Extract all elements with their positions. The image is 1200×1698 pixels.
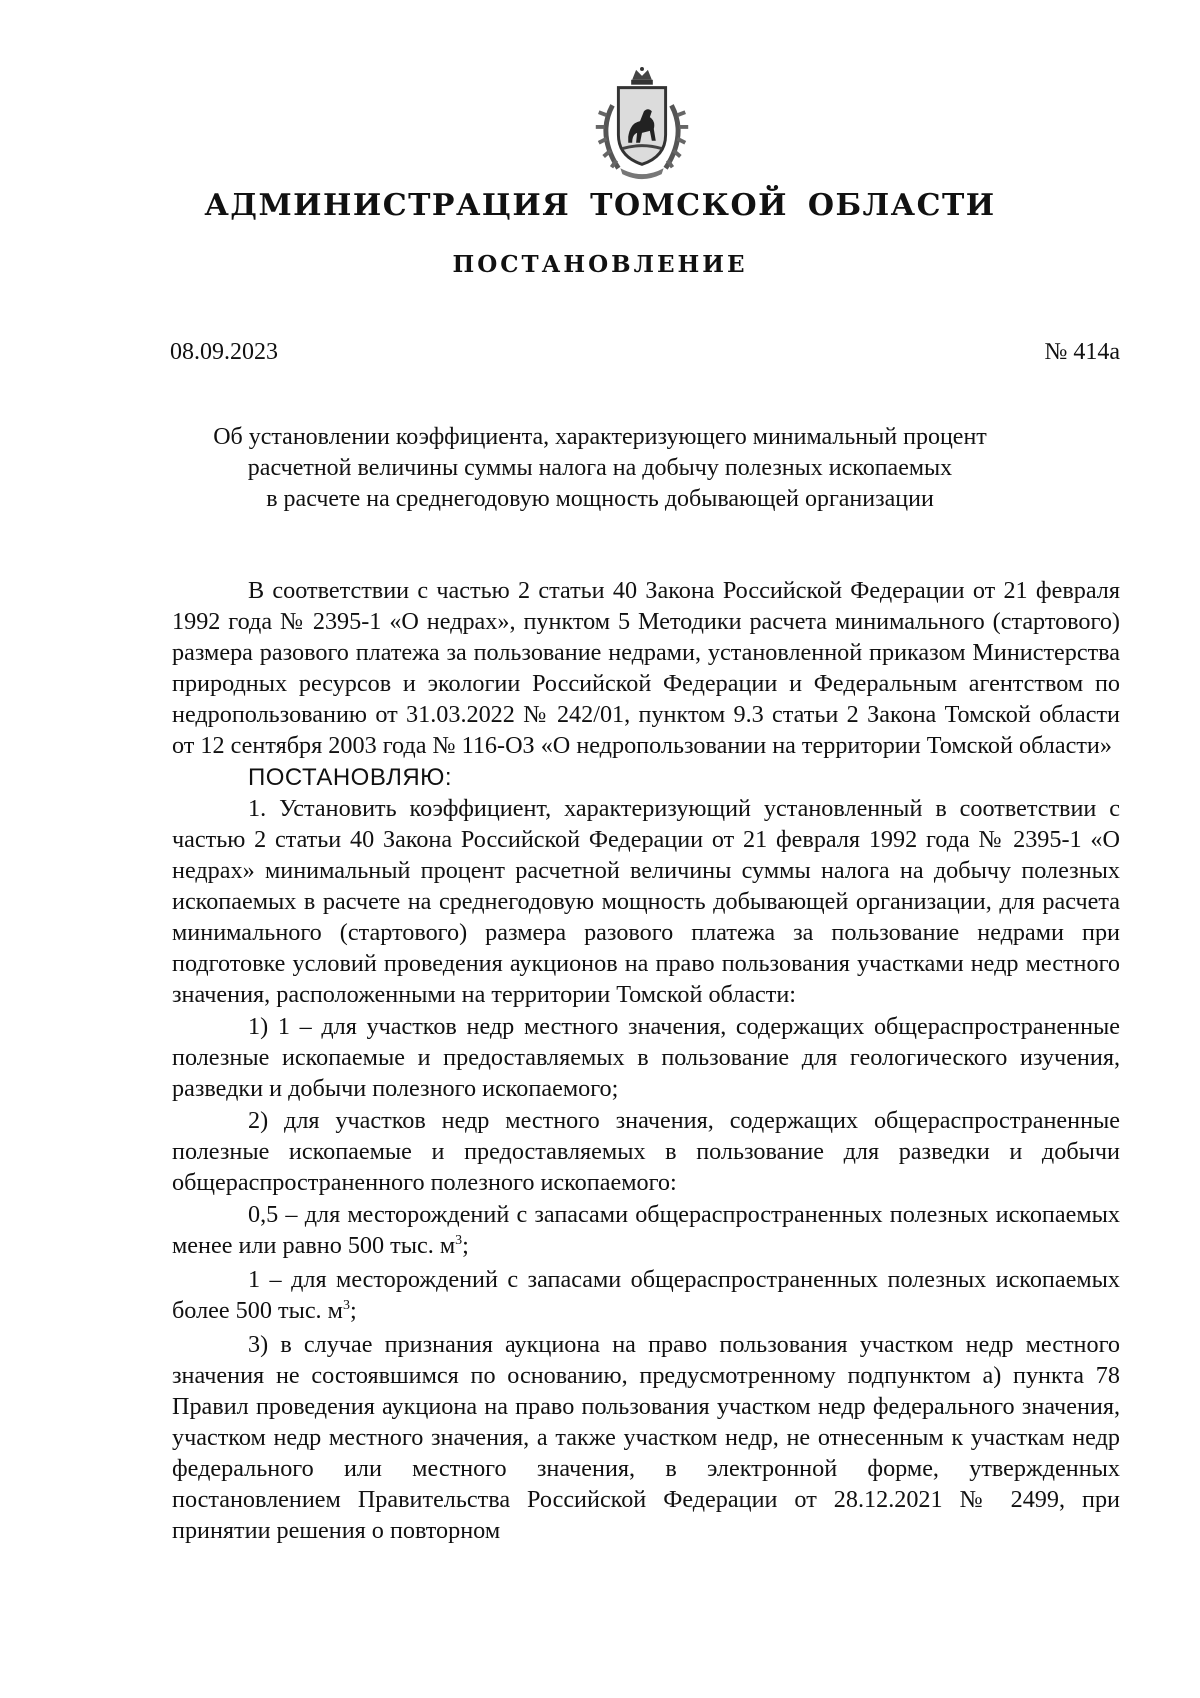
organization-title: АДМИНИСТРАЦИЯ ТОМСКОЙ ОБЛАСТИ xyxy=(204,188,996,223)
subitem-2a-text: 0,5 – для месторождений с запасами общераспространенных полезных ископаемых менее или равно 500 тыс. м xyxy=(172,1201,1120,1259)
subitem-2b-text: 1 – для месторождений с запасами общераспространенных полезных ископаемых более 500 тыс. м xyxy=(172,1266,1120,1324)
semicolon: ; xyxy=(462,1232,469,1259)
document-date: 08.09.2023 xyxy=(170,339,278,365)
document-body xyxy=(172,575,1120,1547)
subitem-2-paragraph: 2) для участков недр местного значения, содержащих общераспространенные полезные ископаемые и предоставляемых в пользование для разведки и добычи общераспространенного полезного ископаемого: xyxy=(172,1107,1120,1196)
subject-line: Об установлении коэффициента, характеризующего минимальный процент xyxy=(213,424,987,450)
document-number: № 414а xyxy=(1044,339,1120,365)
tomsk-coat-of-arms-icon xyxy=(583,66,701,184)
decree-word: ПОСТАНОВЛЯЮ: xyxy=(248,764,453,791)
cubic-superscript: 3 xyxy=(455,1232,463,1248)
preamble-paragraph: В соответствии с частью 2 статьи 40 Закона Российской Федерации от 21 февраля 1992 года № 2395-1 «О недрах», пунктом 5 Методики расчета минимального (стартового) размера разового платежа за пользование недрами, установленной приказом Министерства природных ресурсов и экологии Российской Федерации и Федеральным агентством по недропользованию от 31.03.2022 № 242/01, пунктом 9.3 статьи 2 Закона Томской области от 12 сентября 2003 года № 116-ОЗ «О недропользовании на территории Томской области» xyxy=(172,577,1120,759)
subitem-3-paragraph: 3) в случае признания аукциона на право пользования участком недр местного значения не состоявшимся по основанию, предусмотренному подпунктом а) пункта 78 Правил проведения аукциона на право пользования участком недр федерального значения, участком недр местного значения, а также участком недр, не отнесенным к участкам недр федерального или местного значения, в электронной форме, утвержденных постановлением Правительства Российской Федерации от 28.12.2021 № 2499, при принятии решения о повторном xyxy=(172,1331,1120,1544)
semicolon: ; xyxy=(349,1297,357,1324)
cubic-superscript: 3 xyxy=(342,1297,350,1313)
subitem-2b-paragraph xyxy=(172,1264,1120,1326)
subject-line: в расчете на среднегодовую мощность добывающей организации xyxy=(266,486,934,512)
subitem-2a-paragraph xyxy=(172,1199,1120,1261)
subject-line: расчетной величины суммы налога на добычу полезных ископаемых xyxy=(247,455,953,481)
subitem-1-paragraph: 1) 1 – для участков недр местного значения, содержащих общераспространенные полезные ископаемые и предоставляемых в пользование для геологического изучения, разведки и добычи полезного ископаемого; xyxy=(172,1013,1120,1102)
item-1-paragraph: 1. Установить коэффициент, характеризующий установленный в соответствии с частью 2 статьи 40 Закона Российской Федерации от 21 февраля 1992 года № 2395-1 «О недрах» минимальный процент расчетной величины суммы налога на добычу полезных ископаемых в расчете на среднегодовую мощность добывающей организации, для расчета минимального (стартового) размера разового платежа за пользование недрами при подготовке условий проведения аукционов на право пользования участками недр местного значения, расположенными на территории Томской области: xyxy=(172,795,1120,1008)
document-subject xyxy=(120,422,1080,515)
document-type: ПОСТАНОВЛЕНИЕ xyxy=(452,251,748,278)
